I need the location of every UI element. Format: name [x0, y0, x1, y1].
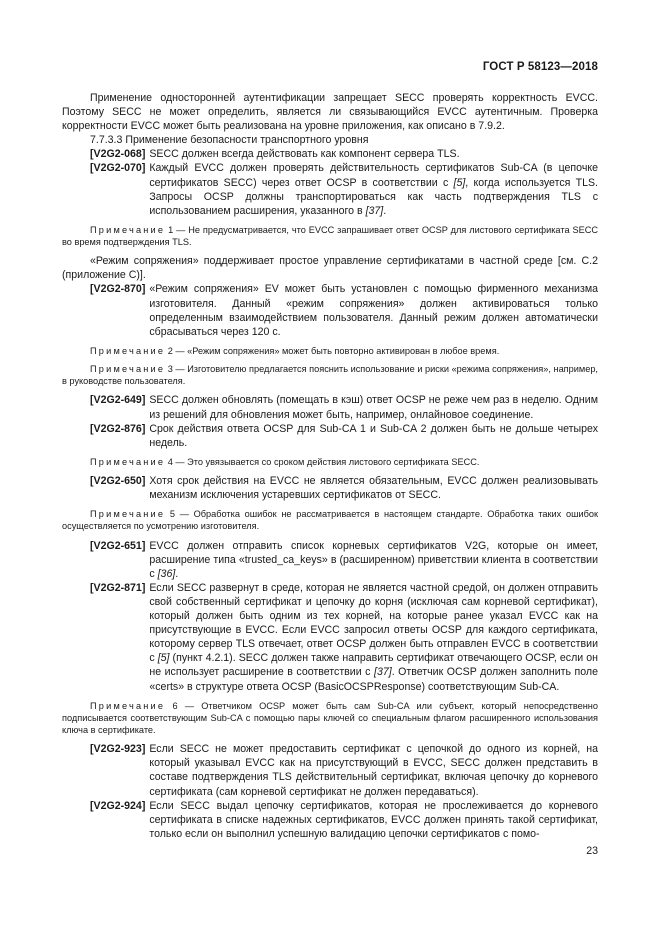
note-6 — [62, 700, 598, 737]
requirement-text: Хотя срок действия на EVCC не является обязательным, EVCC должен реализовывать механизм исключения устаревших сертификатов от SECC. — [149, 475, 598, 502]
reference: [5] — [453, 176, 466, 189]
page-content — [62, 91, 598, 841]
note-text: 1 — Не предусматривается, что EVCC запрашивает ответ OCSP для листового сертификата SECC во время подтверждения TLS. — [62, 224, 598, 248]
note-text: 4 — Это увязывается со сроком действия листового сертификата SECC. — [165, 456, 480, 467]
requirement-code: [V2G2-650] — [90, 475, 146, 487]
requirement-code: [V2G2-070] — [90, 162, 146, 175]
requirement-code: [V2G2-649] — [90, 394, 146, 407]
requirement-text: Если SECC не может предоставить сертификат с цепочкой до одного из корней, на который указывал EVCC как на присутствующий в EVCC, SECC должен представить в составе подтверждения TLS действительный сертификат, включая цепочку до корневого сертификата (сам корневой сертификат не должен передаваться). — [149, 743, 598, 798]
requirement-text — [149, 539, 598, 581]
requirement-649 — [90, 393, 598, 421]
text-part: . Ответчик OCSP должен заполнить поле «certs» в структуре ответа OCSP (BasicOCSPResponse) соответствующим Sub-CA. — [149, 666, 598, 693]
text-part: (пункт 4.2.1). SECC должен также направить сертификат отвечающего OCSP, если он не использует расширение в соответствии с — [149, 652, 599, 679]
requirement-code: [V2G2-651] — [90, 539, 146, 552]
text-part: . — [383, 204, 387, 217]
note-text: 3 — Изготовителю предлагается пояснить использование и риски «режима сопряжения», например, в руководстве пользователя. — [62, 364, 598, 387]
note-3 — [62, 363, 598, 387]
note-5 — [62, 508, 598, 532]
paragraph-pairing-mode: «Режим сопряжения» поддерживает простое управление сертификатами в частной среде [см. С.2 (приложение С)]. — [62, 255, 598, 282]
text-part: Каждый EVCC должен проверять действительность сертификатов Sub-CA (в цепочке сертификатов SECC) через ответ OCSP в соответствии с — [149, 162, 598, 189]
note-text: 6 — Ответчиком OCSP может быть сам Sub-CA или субъект, который непосредственно подписывается соответствующим Sub-CA с помощью пары ключей со специальным флагом расширенного использования ключа в сертификате. — [62, 700, 598, 736]
note-label: Примечание — [90, 345, 166, 356]
requirement-871 — [90, 581, 598, 694]
requirement-text: «Режим сопряжения» EV может быть установлен с помощью фирменного механизма изготовителя. Данный «режим сопряжения» должен активироваться только определенным взаимодействием пользователя. Данный режим должен автоматически сбрасываться через 120 с. — [149, 283, 598, 338]
standard-designation: ГОСТ Р 58123—2018 — [482, 61, 598, 73]
requirement-text: SECC должен обновлять (помещать в кэш) ответ OCSP не реже чем раз в неделю. Одним из решений для обновления может быть, например, онлайновое соединение. — [149, 394, 598, 421]
page-number: 23 — [586, 845, 598, 857]
requirement-text: Срок действия ответа OCSP для Sub-CA 1 и Sub-CA 2 должен быть не дольше четырех недель. — [149, 422, 598, 449]
requirement-650 — [90, 474, 598, 502]
note-label: Примечание — [90, 700, 166, 711]
requirement-code: [V2G2-068] — [90, 148, 146, 161]
requirement-code: [V2G2-870] — [90, 283, 146, 296]
reference: [5] — [157, 652, 170, 665]
note-label: Примечание — [90, 224, 166, 235]
note-2 — [62, 345, 598, 357]
note-text: 2 — «Режим сопряжения» может быть повторно активирован в любое время. — [165, 345, 500, 356]
requirement-code: [V2G2-876] — [90, 422, 146, 435]
note-label: Примечание — [90, 364, 166, 375]
note-4 — [62, 456, 598, 468]
note-text: 5 — Обработка ошибок не рассматривается в настоящем стандарте. Обработка таких ошибок осуществляется по усмотрению изготовителя. — [62, 509, 598, 532]
note-1 — [62, 224, 598, 248]
requirement-070 — [90, 161, 598, 217]
requirement-651 — [90, 539, 598, 581]
requirement-924 — [90, 799, 598, 841]
requirement-876 — [90, 422, 598, 450]
requirement-text — [149, 581, 598, 694]
requirement-text: SECC должен всегда действовать как компонент сервера TLS. — [149, 148, 460, 161]
requirement-text — [149, 161, 598, 217]
text-part: . — [175, 567, 179, 580]
requirement-870 — [90, 282, 598, 338]
reference: [37] — [365, 204, 384, 217]
text-part: EVCC должен отправить список корневых сертификатов V2G, которые он имеет, расширение типа «trusted_ca_keys» в (расширенном) приветствии клиента в соответствии с — [149, 539, 598, 580]
section-heading: 7.7.3.3 Применение безопасности транспортного уровня — [90, 134, 369, 147]
reference: [36] — [157, 567, 176, 580]
requirement-code: [V2G2-923] — [90, 743, 146, 756]
requirement-text: Если SECC выдал цепочку сертификатов, которая не прослеживается до корневого сертификата в списке надежных сертификатов, EVCC должен принять такой сертификат, только если он выполнил успешную валидацию цепочки сертификатов с помо- — [149, 799, 598, 840]
note-label: Примечание — [90, 456, 166, 467]
requirement-068 — [90, 147, 598, 161]
reference: [37] — [374, 666, 392, 679]
text-part: , когда используется TLS. Запросы OCSP должны транспортироваться как часть подтверждения TLS с использованием расширения, указанного в — [149, 176, 598, 217]
requirement-code: [V2G2-871] — [90, 581, 146, 594]
requirement-923 — [90, 742, 598, 798]
text-part: Если SECC развернут в среде, которая не является частной средой, он должен отправить свой собственный сертификат и цепочку до корня (исключая сам корневой сертификат), который должен быть одним из тех корней, на которые ранее указал EVCC как на присутствующие в EVCC. Если EVCC запросил ответы OCSP для каждого сертификата, которому сервер TLS отвечает, ответ OCSP должен быть отправлен EVCC в соответствии с — [149, 581, 598, 665]
note-label: Примечание — [90, 509, 166, 520]
requirement-code: [V2G2-924] — [90, 799, 146, 812]
paragraph-one-way-auth: Применение односторонней аутентификации запрещает SECC проверять корректность EVCC. Поэтому SECC не может определить, является ли связывающийся EVCC аутентичным. Проверка корректности EVCC может быть реализована на уровне приложения, как описано в 7.9.2. — [62, 92, 598, 133]
